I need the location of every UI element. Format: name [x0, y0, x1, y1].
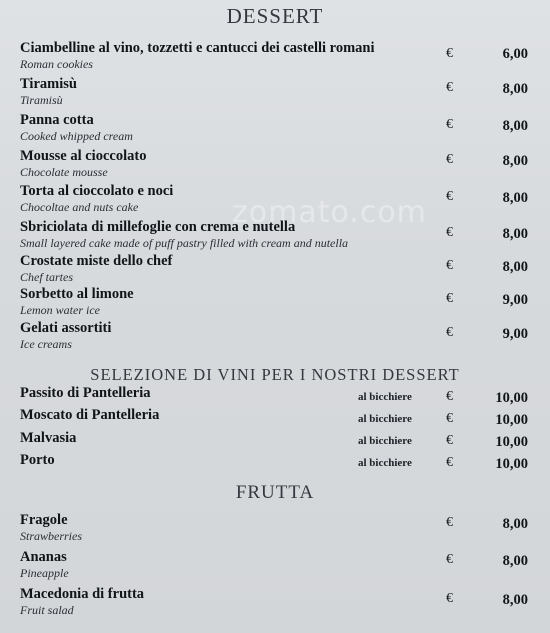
item-description: Chocolate mousse: [20, 165, 108, 179]
menu-item: [20, 586, 530, 617]
item-description: Pineapple: [20, 566, 69, 580]
menu-item: [20, 112, 530, 143]
serving-unit: al bicchiere: [358, 457, 412, 469]
item-name: Mousse al cioccolato: [20, 148, 147, 164]
menu-item: [20, 320, 530, 351]
menu-item: [20, 148, 530, 179]
item-name: Gelati assortiti: [20, 320, 112, 336]
item-name: Porto: [20, 452, 55, 468]
item-name: Crostate miste dello chef: [20, 253, 173, 269]
item-description: Strawberries: [20, 529, 83, 543]
serving-unit: al bicchiere: [358, 435, 412, 447]
item-name: Moscato di Pantelleria: [20, 407, 160, 423]
menu-item: [20, 219, 530, 250]
item-description: Chocoltae and nuts cake: [20, 200, 139, 214]
item-price: 8,00: [502, 81, 528, 97]
currency-symbol: €: [446, 515, 453, 530]
currency-symbol: €: [446, 291, 453, 306]
item-price: 10,00: [495, 412, 528, 428]
item-price: 8,00: [502, 190, 528, 206]
menu-item: [20, 512, 530, 543]
item-name: Passito di Pantelleria: [20, 385, 151, 401]
section-title-wines: SELEZIONE DI VINI PER I NOSTRI DESSERT: [90, 365, 460, 384]
item-price: 10,00: [495, 390, 528, 406]
watermark: zomato.com: [232, 195, 427, 230]
item-description: Ice creams: [20, 337, 72, 351]
currency-symbol: €: [446, 258, 453, 273]
item-price: 9,00: [502, 326, 528, 342]
currency-symbol: €: [446, 389, 453, 404]
item-description: Lemon water ice: [20, 303, 100, 317]
item-price: 10,00: [495, 456, 528, 472]
item-price: 8,00: [502, 259, 528, 275]
menu-item: [20, 76, 530, 107]
item-description: Roman cookies: [20, 57, 93, 71]
wine-item: [20, 385, 530, 402]
currency-symbol: €: [446, 46, 453, 61]
item-name: Fragole: [20, 512, 68, 528]
currency-symbol: €: [446, 225, 453, 240]
item-price: 8,00: [502, 153, 528, 169]
wine-item: [20, 407, 530, 424]
item-description: Small layered cake made of puff pastry filled with cream and nutella: [20, 236, 349, 250]
currency-symbol: €: [446, 411, 453, 426]
item-price: 6,00: [502, 46, 528, 62]
menu-item: [20, 253, 530, 284]
item-name: Panna cotta: [20, 112, 94, 128]
item-name: Ananas: [20, 549, 67, 565]
menu-item: [20, 183, 530, 214]
wine-item: [20, 452, 530, 469]
item-name: Tiramisù: [20, 76, 77, 92]
currency-symbol: €: [446, 189, 453, 204]
section-title-dessert: DESSERT: [226, 4, 324, 28]
section-title-frutta: FRUTTA: [235, 482, 315, 503]
serving-unit: al bicchiere: [358, 391, 412, 403]
currency-symbol: €: [446, 80, 453, 95]
currency-symbol: €: [446, 455, 453, 470]
wine-item: [20, 430, 530, 447]
item-price: 8,00: [502, 553, 528, 569]
item-price: 8,00: [502, 118, 528, 134]
currency-symbol: €: [446, 325, 453, 340]
menu-item: [20, 549, 530, 580]
item-description: Chef tartes: [20, 270, 73, 284]
item-name: Sorbetto al limone: [20, 286, 134, 302]
menu-item: [20, 286, 530, 317]
item-description: Fruit salad: [20, 603, 74, 617]
currency-symbol: €: [446, 152, 453, 167]
item-price: 8,00: [502, 516, 528, 532]
menu-item: [20, 40, 530, 71]
currency-symbol: €: [446, 591, 453, 606]
item-name: Torta al cioccolato e noci: [20, 183, 174, 199]
currency-symbol: €: [446, 117, 453, 132]
serving-unit: al bicchiere: [358, 413, 412, 425]
item-price: 9,00: [502, 292, 528, 308]
currency-symbol: €: [446, 552, 453, 567]
item-name: Malvasia: [20, 430, 77, 446]
item-name: Macedonia di frutta: [20, 586, 145, 602]
item-name: Sbriciolata di millefoglie con crema e nutella: [20, 219, 296, 235]
item-description: Cooked whipped cream: [20, 129, 133, 143]
item-name: Ciambelline al vino, tozzetti e cantucci dei castelli romani: [20, 40, 375, 56]
item-description: Tiramisù: [20, 93, 63, 107]
item-price: 8,00: [502, 592, 528, 608]
item-price: 8,00: [502, 226, 528, 242]
currency-symbol: €: [446, 433, 453, 448]
item-price: 10,00: [495, 434, 528, 450]
